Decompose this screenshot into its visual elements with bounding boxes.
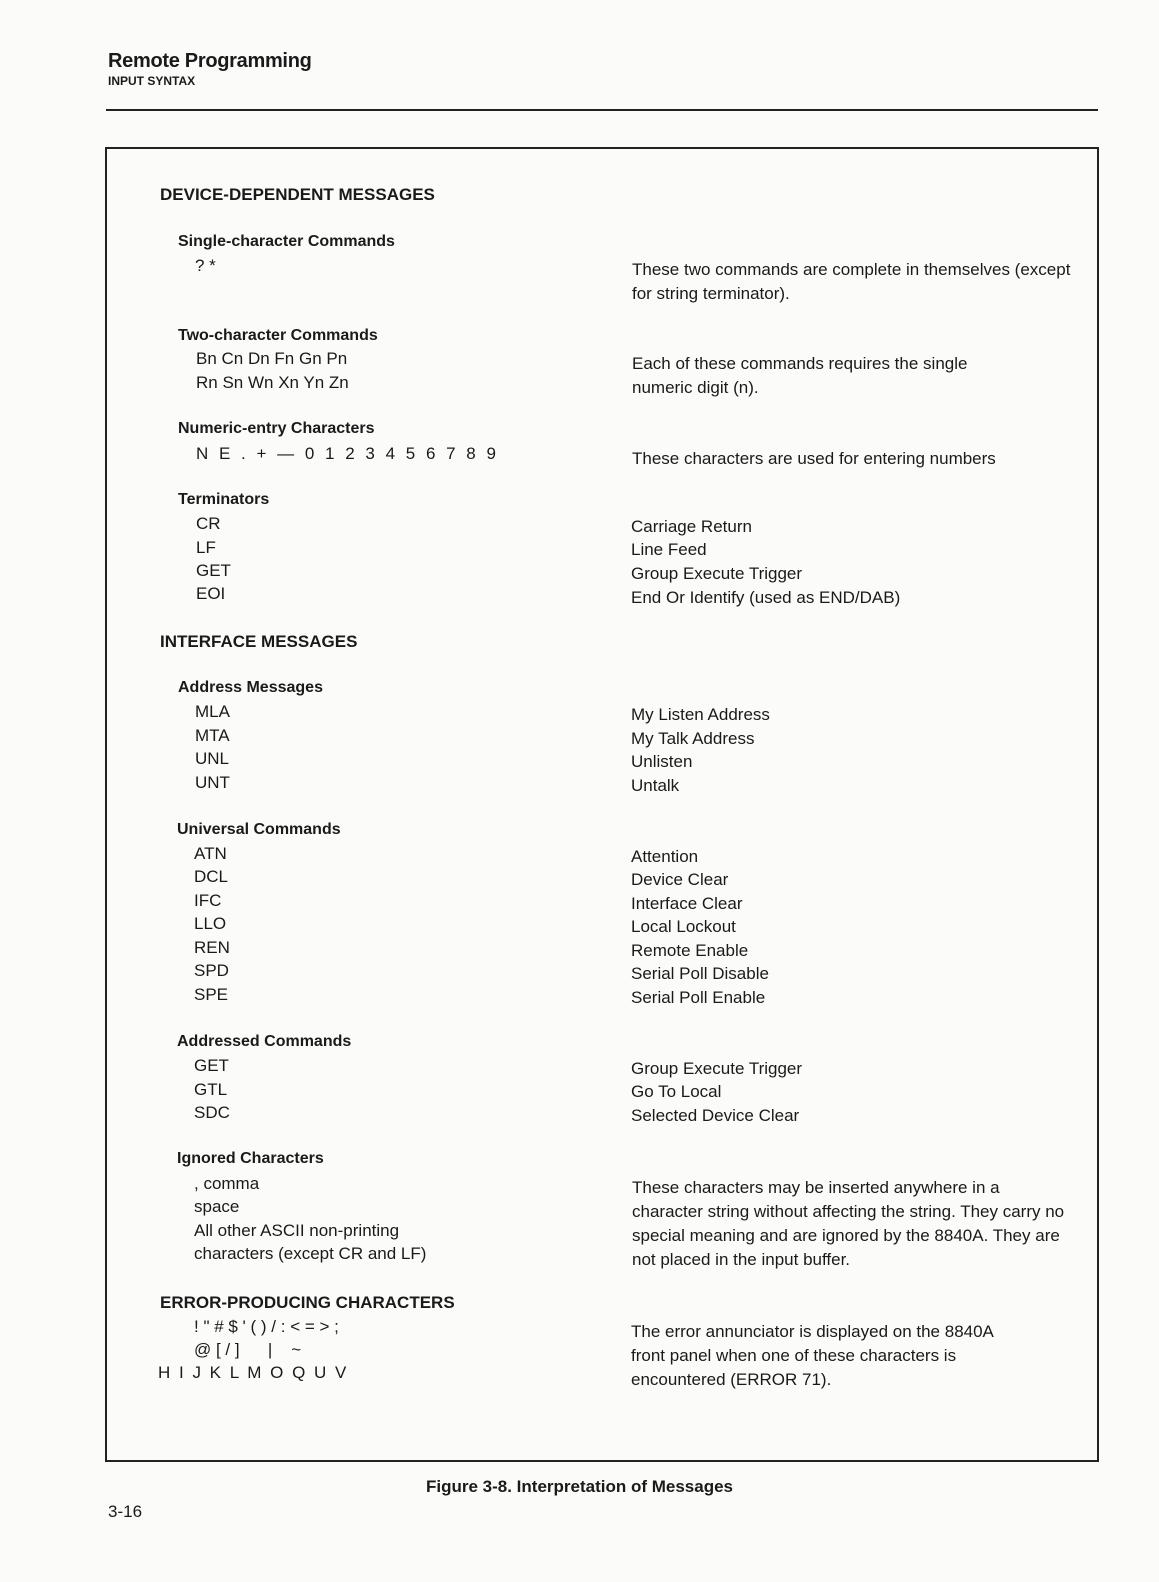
addr-item-mla: MLA <box>195 702 230 721</box>
ignored-item-ascii: All other ASCII non-printing <box>194 1221 400 1240</box>
addressed-item-sdc: SDC <box>194 1103 230 1122</box>
group-title-addressed: Addressed Commands <box>177 1033 352 1050</box>
two-item-2: Rn Sn Wn Xn Yn Zn <box>196 373 349 392</box>
header-rule <box>106 109 1098 111</box>
univ-item-spe: SPE <box>194 985 229 1004</box>
addressed-item-gtl: GTL <box>194 1080 228 1099</box>
univ-desc-dcl: Device Clear <box>631 870 729 889</box>
ignored-item-except: characters (except CR and LF) <box>194 1244 427 1263</box>
univ-item-ifc: IFC <box>194 891 222 910</box>
term-item-get: GET <box>196 561 231 580</box>
univ-desc-llo: Local Lockout <box>631 917 736 936</box>
page-subtitle: INPUT SYNTAX <box>108 74 196 88</box>
univ-desc-atn: Attention <box>631 847 699 866</box>
group-title-universal: Universal Commands <box>177 821 341 838</box>
univ-item-spd: SPD <box>194 961 229 980</box>
addr-desc-unt: Untalk <box>631 776 680 795</box>
addr-item-mta: MTA <box>195 726 230 745</box>
term-desc-get: Group Execute Trigger <box>631 564 803 583</box>
univ-desc-ifc: Interface Clear <box>631 894 743 913</box>
section-error-producing: ERROR-PRODUCING CHARACTERS <box>160 1293 455 1312</box>
addr-desc-unl: Unlisten <box>631 752 693 771</box>
error-desc: The error annunciator is displayed on the 8840A front panel when one of these characters is encountered (ERROR 71). <box>631 1322 993 1389</box>
group-title-ignored: Ignored Characters <box>177 1150 324 1167</box>
group-title-two: Two-character Commands <box>178 327 378 344</box>
addressed-desc-sdc: Selected Device Clear <box>631 1106 800 1125</box>
univ-item-atn: ATN <box>194 844 227 863</box>
ignored-item-space: space <box>194 1197 240 1216</box>
addr-item-unt: UNT <box>195 773 230 792</box>
term-desc-lf: Line Feed <box>631 540 707 559</box>
numeric-items: N E . + — 0 1 2 3 4 5 6 7 8 9 <box>196 444 499 463</box>
univ-item-ren: REN <box>194 938 230 957</box>
term-desc-cr: Carriage Return <box>631 517 752 536</box>
addressed-item-get: GET <box>194 1056 229 1075</box>
error-item-3: H I J K L M O Q U V <box>158 1363 349 1382</box>
univ-item-llo: LLO <box>194 914 227 933</box>
group-title-single: Single-character Commands <box>178 233 395 250</box>
group-title-terminators: Terminators <box>178 491 270 508</box>
group-title-numeric: Numeric-entry Characters <box>178 420 375 437</box>
ignored-desc: These characters may be inserted anywhere in a character string without affecting the string. They carry no special meaning and are ignored by the 8840A. They are not placed in the input buffer. <box>632 1178 1065 1269</box>
univ-item-dcl: DCL <box>194 867 229 886</box>
figure-caption: Figure 3-8. Interpretation of Messages <box>425 1477 733 1496</box>
section-device-dependent: DEVICE-DEPENDENT MESSAGES <box>160 185 435 204</box>
term-desc-eoi: End Or Identify (used as END/DAB) <box>631 588 901 607</box>
group-title-address: Address Messages <box>178 679 323 696</box>
univ-desc-spe: Serial Poll Enable <box>631 988 766 1007</box>
single-items: ? * <box>195 256 216 275</box>
single-desc: These two commands are complete in themselves (except for string terminator). <box>632 260 1071 303</box>
addressed-desc-gtl: Go To Local <box>631 1082 722 1101</box>
page-title: Remote Programming <box>108 50 312 72</box>
two-item-1: Bn Cn Dn Fn Gn Pn <box>196 349 348 368</box>
term-item-eoi: EOI <box>196 584 226 603</box>
error-item-1: ! " # $ ' ( ) / : < = > ; <box>194 1317 339 1336</box>
section-interface: INTERFACE MESSAGES <box>160 632 358 651</box>
numeric-desc: These characters are used for entering numbers <box>632 449 996 468</box>
univ-desc-ren: Remote Enable <box>631 941 749 960</box>
term-item-lf: LF <box>196 538 216 557</box>
error-item-2: @ [ / ] | ~ <box>194 1340 302 1359</box>
univ-desc-spd: Serial Poll Disable <box>631 964 769 983</box>
addr-desc-mla: My Listen Address <box>631 705 770 724</box>
page-number: 3-16 <box>108 1502 143 1521</box>
addressed-desc-get: Group Execute Trigger <box>631 1059 803 1078</box>
term-item-cr: CR <box>196 514 221 533</box>
ignored-item-comma: , comma <box>194 1174 260 1193</box>
addr-desc-mta: My Talk Address <box>631 729 755 748</box>
two-desc: Each of these commands requires the single numeric digit (n). <box>632 354 968 397</box>
addr-item-unl: UNL <box>195 749 230 768</box>
